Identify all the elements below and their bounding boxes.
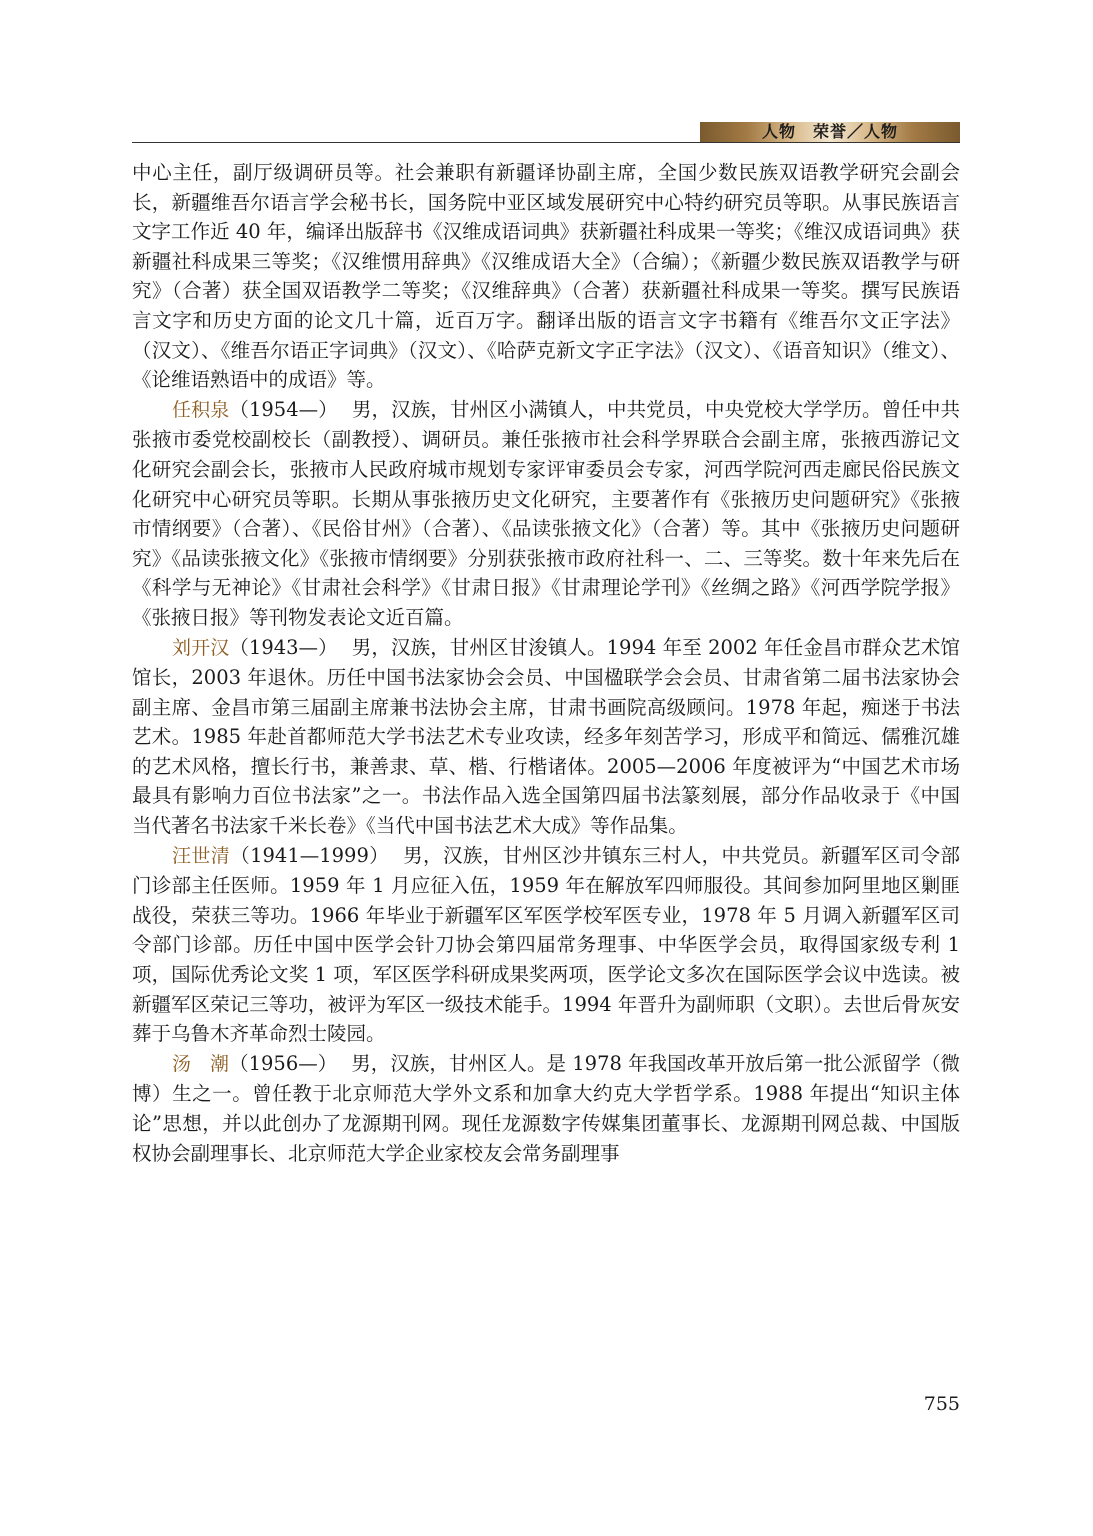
person-years: （1943—）	[229, 635, 338, 659]
biography-text: 男，汉族，甘州区人。是 1978 年我国改革开放后第一批公派留学（微博）生之一。曾任教于北京师范大学外文系和加拿大约克大学哲学系。1988 年提出“知识主体论”思想，并以此创办了龙源期刊网。现任龙源数字传媒集团董事长、龙源期刊网总裁、中国版权协会副理事长、北京师范大学企业家校友会常务副理事	[132, 1051, 960, 1165]
person-years: （1954—）	[229, 397, 338, 421]
person-years: （1956—）	[229, 1051, 338, 1075]
paragraph-continuation	[132, 158, 960, 395]
paragraph-text: 中心主任，副厅级调研员等。社会兼职有新疆译协副主席，全国少数民族双语教学研究会副会长，新疆维吾尔语言学会秘书长，国务院中亚区域发展研究中心特约研究员等职。从事民族语言文字工作近 40 年，编译出版辞书《汉维成语词典》获新疆社科成果一等奖；《维汉成语词典》获新疆社科成果三等奖；《汉维惯用辞典》《汉维成语大全》（合编）；《新疆少数民族双语教学与研究》（合著）获全国双语教学二等奖；《汉维辞典》（合著）获新疆社科成果一等奖。撰写民族语言文字和历史方面的论文几十篇，近百万字。翻译出版的语言文字书籍有《维吾尔文正字法》（汉文）、《维吾尔语正字词典》（汉文）、《哈萨克新文字正字法》（汉文）、《语音知识》（维文）、《论维语熟语中的成语》等。	[132, 161, 960, 392]
biography-entry	[132, 841, 960, 1049]
person-name: 任积泉	[172, 398, 230, 421]
page-number: 755	[923, 1393, 960, 1415]
body-text	[132, 158, 960, 1168]
person-name: 汪世清	[172, 844, 231, 867]
running-header: 人物 荣誉／人物	[761, 122, 898, 141]
person-name: 汤 潮	[172, 1052, 230, 1075]
biography-text: 男，汉族，甘州区沙井镇东三村人，中共党员。新疆军区司令部门诊部主任医师。1959 年 1 月应征入伍，1959 年在解放军四师服役。其间参加阿里地区剿匪战役，荣获三等功。1966 年毕业于新疆军区军医学校军医专业，1978 年 5 月调入新疆军区司令部门诊部。历任中国中医学会针刀协会第四届常务理事、中华医学会员，取得国家级专利 1 项，国际优秀论文奖 1 项，军区医学科研成果奖两项，医学论文多次在国际医学会议中选读。被新疆军区荣记三等功，被评为军区一级技术能手。1994 年晋升为副师职（文职）。去世后骨灰安葬于乌鲁木齐革命烈士陵园。	[132, 843, 960, 1046]
biography-entry	[132, 633, 960, 841]
biography-entry	[132, 1049, 960, 1168]
biography-text: 男，汉族，甘州区小满镇人，中共党员，中央党校大学学历。曾任中共张掖市委党校副校长（副教授）、调研员。兼任张掖市社会科学界联合会副主席，张掖西游记文化研究会副会长，张掖市人民政府城市规划专家评审委员会专家，河西学院河西走廊民俗民族文化研究中心研究员等职。长期从事张掖历史文化研究，主要著作有《张掖历史问题研究》《张掖市情纲要》（合著）、《民俗甘州》（合著）、《品读张掖文化》（合著）等。其中《张掖历史问题研究》《品读张掖文化》《张掖市情纲要》分别获张掖市政府社科一、二、三等奖。数十年来先后在《科学与无神论》《甘肃社会科学》《甘肃日报》《甘肃理论学刊》《丝绸之路》《河西学院学报》《张掖日报》等刊物发表论文近百篇。	[132, 397, 960, 629]
person-years: （1941—1999）	[230, 843, 390, 867]
person-name: 刘开汉	[172, 636, 230, 659]
biography-text: 男，汉族，甘州区甘浚镇人。1994 年至 2002 年任金昌市群众艺术馆馆长，2003 年退休。历任中国书法家协会会员、中国楹联学会会员、甘肃省第二届书法家协会副主席、金昌市第三届副主席兼书法协会主席，甘肃书画院高级顾问。1978 年起，痴迷于书法艺术。1985 年赴首都师范大学书法艺术专业攻读，经多年刻苦学习，形成平和简远、儒雅沉雄的艺术风格，擅长行书，兼善隶、草、楷、行楷诸体。2005—2006 年度被评为“中国艺术市场最具有影响力百位书法家”之一。书法作品入选全国第四届书法篆刻展，部分作品收录于《中国当代著名书法家千米长卷》《当代中国书法艺术大成》等作品集。	[132, 635, 960, 838]
biography-entry	[132, 395, 960, 633]
header-rule	[132, 142, 960, 143]
